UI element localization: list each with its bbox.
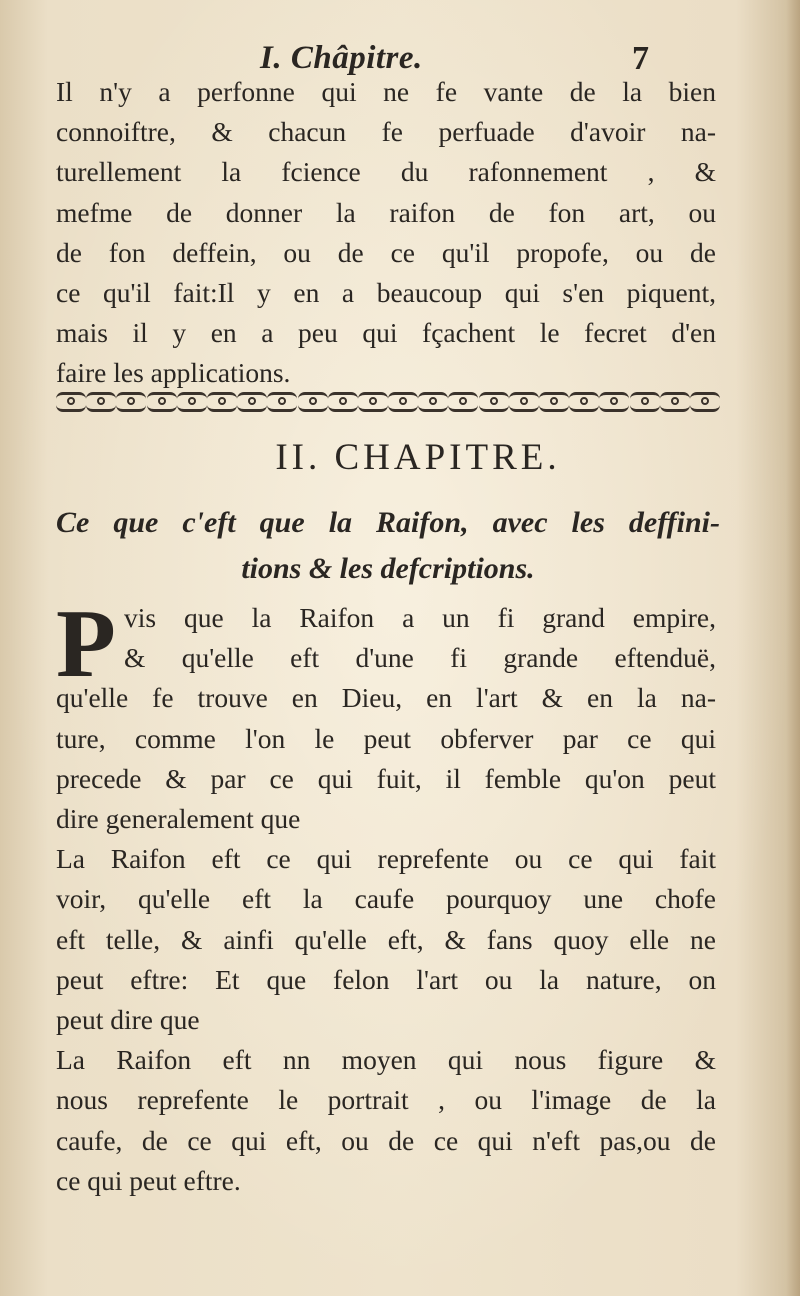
- ornament-unit: [147, 392, 177, 412]
- ornament-unit: [660, 392, 690, 412]
- text-line: connoiftre, & chacun fe perfuade d'avoir na-: [56, 116, 716, 148]
- ornament-unit: [56, 392, 86, 412]
- ornament-unit: [328, 392, 358, 412]
- ornament-unit: [388, 392, 418, 412]
- text-line: dire generalement que: [56, 803, 301, 835]
- text-line: La Raifon eft nn moyen qui nous figure &: [56, 1044, 716, 1076]
- ornament-unit: [177, 392, 207, 412]
- ornament-unit: [116, 392, 146, 412]
- ornament-unit: [418, 392, 448, 412]
- text-line: eft telle, & ainfi qu'elle eft, & fans quoy elle ne: [56, 923, 716, 955]
- ornament-unit: [207, 392, 237, 412]
- drop-cap: P: [56, 590, 116, 698]
- text-line: mefme de donner la raifon de fon art, ou: [56, 196, 716, 228]
- paragraph-previous-chapter: [56, 72, 716, 394]
- text-line: precede & par ce qui fuit, il femble qu'on peut: [56, 762, 716, 794]
- ornament-unit: [358, 392, 388, 412]
- text-line: voir, qu'elle eft la caufe pourquoy une chofe: [56, 883, 716, 915]
- subtitle-line: Ce que c'eft que la Raifon, avec les deffini-: [56, 506, 720, 539]
- page-edge-shadow: [786, 0, 800, 1296]
- text-line: ce qu'il fait:Il y en a beaucoup qui s'en piquent,: [56, 277, 716, 309]
- text-line: & qu'elle eft d'une fi grande eftenduë,: [124, 642, 716, 674]
- text-line: caufe, de ce qui eft, ou de ce qui n'eft pas,ou de: [56, 1124, 716, 1156]
- text-line: peut eftre: Et que felon l'art ou la nature, on: [56, 963, 716, 995]
- chapter-heading: II. CHAPITRE.: [275, 437, 561, 478]
- ornament-unit: [539, 392, 569, 412]
- ornament-unit: [267, 392, 297, 412]
- text-line: qu'elle fe trouve en Dieu, en l'art & en la na-: [56, 682, 716, 714]
- page-number: 7: [632, 40, 649, 77]
- text-line: mais il y en a peu qui fçachent le fecret d'en: [56, 317, 716, 349]
- running-title: I. Châpitre.: [260, 40, 423, 76]
- ornament-unit: [479, 392, 509, 412]
- ornament-unit: [509, 392, 539, 412]
- text-line: ture, comme l'on le peut obferver par ce qui: [56, 722, 716, 754]
- chapter-body-text: [56, 590, 716, 1201]
- ornament-unit: [237, 392, 267, 412]
- text-line: Il n'y a perfonne qui ne fe vante de la bien: [56, 76, 716, 107]
- decorative-ornament-band: [56, 388, 720, 416]
- ornament-unit: [599, 392, 629, 412]
- text-line: de fon deffein, ou de ce qu'il propofe, ou de: [56, 236, 716, 268]
- text-line: ce qui peut eftre.: [56, 1164, 241, 1196]
- chapter-subtitle: [56, 500, 720, 592]
- text-line: vis que la Raifon a un fi grand empire,: [124, 602, 716, 633]
- text-line: La Raifon eft ce qui reprefente ou ce qui fait: [56, 843, 716, 875]
- ornament-unit: [86, 392, 116, 412]
- ornament-unit: [448, 392, 478, 412]
- ornament-unit: [630, 392, 660, 412]
- ornament-unit: [298, 392, 328, 412]
- text-line: turellement la fcience du rafonnement , &: [56, 156, 716, 188]
- ornament-unit: [690, 392, 720, 412]
- subtitle-line: tions & les defcriptions.: [241, 552, 535, 585]
- text-line: faire les applications.: [56, 357, 291, 389]
- text-line: nous reprefente le portrait , ou l'image de la: [56, 1084, 716, 1116]
- text-line: peut dire que: [56, 1004, 200, 1036]
- ornament-unit: [569, 392, 599, 412]
